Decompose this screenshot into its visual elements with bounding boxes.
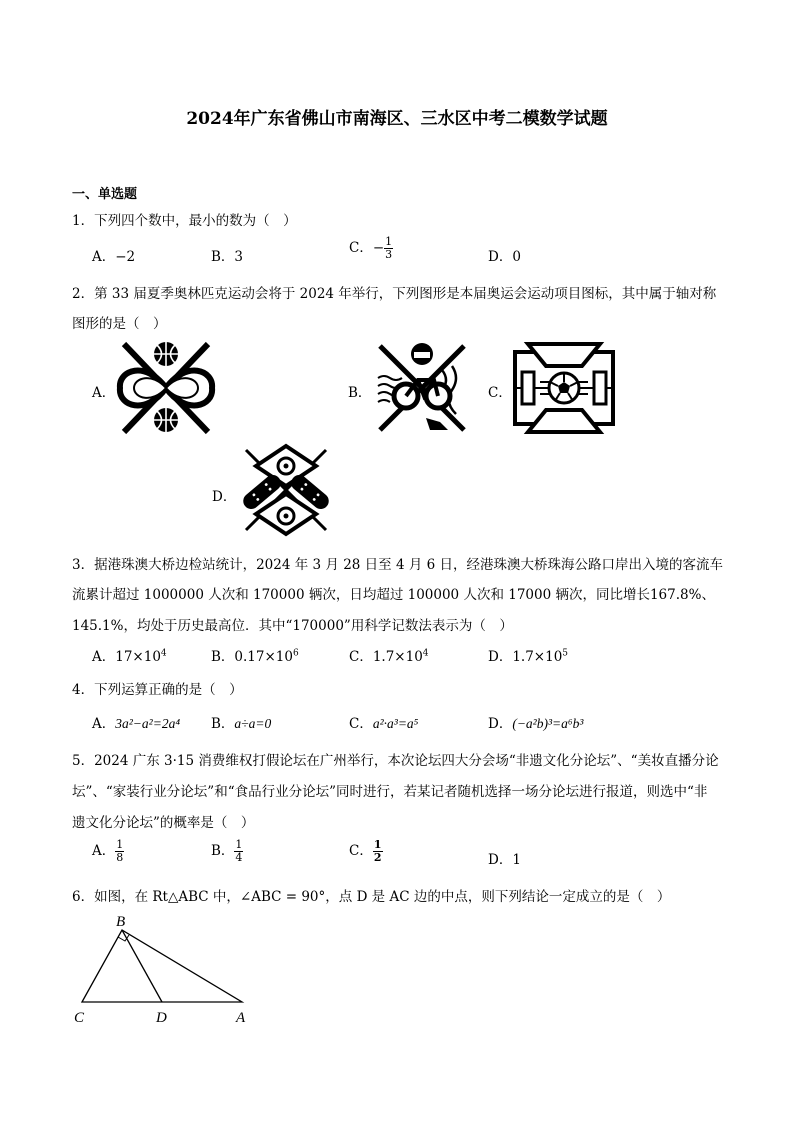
option-label: B． (211, 716, 235, 732)
fraction-denominator: 4 (235, 851, 243, 864)
fraction-numerator: 1 (385, 235, 393, 248)
option-label: A． (92, 843, 116, 859)
question-5-line-1: 5．2024 广东 3·15 消费维权打假论坛在广州举行，本次论坛四大分会场“非遗文化分论坛”、“美妆直播分论 (72, 753, 719, 769)
q3-option-b[interactable] (211, 645, 299, 665)
q4-option-d[interactable] (488, 712, 583, 732)
question-3-line-1: 3．据港珠澳大桥边检站统计，2024 年 3 月 28 日至 4 月 6 日，经港珠澳大桥珠海公路口岸出入境的客流车 (72, 557, 724, 573)
triangle-diagram (72, 910, 262, 1030)
fraction (234, 839, 243, 864)
q2-option-d-label[interactable]: D． (212, 489, 237, 505)
option-expression: a²·a³=a⁵ (372, 716, 419, 731)
q2-option-b-label[interactable]: B． (348, 385, 372, 401)
question-5-line-2: 坛”、“家装行业分论坛”和“食品行业分论坛”同时进行，若某记者随机选择一场分论坛进行报道，则选中“非 (72, 784, 708, 800)
skateboarding-icon[interactable] (236, 440, 336, 540)
basketball-3x3-icon[interactable] (116, 340, 216, 436)
q5-option-d[interactable]: D．1 (488, 852, 521, 868)
exponent: 5 (562, 648, 569, 659)
fraction (115, 839, 124, 864)
q1-option-b[interactable]: B．3 (211, 249, 244, 265)
point-label-d: D (156, 1010, 167, 1026)
q3-option-c-base: C．1.7×10 (349, 649, 423, 665)
exponent: 4 (160, 648, 167, 659)
q3-option-a[interactable] (92, 645, 167, 665)
question-2-line-2: 图形的是（ ） (72, 316, 167, 332)
question-2-line-1: 2．第 33 届夏季奥林匹克运动会将于 2024 年举行，下列图形是本届奥运会运动项目图标，其中属于轴对称 (72, 286, 717, 302)
vertex-label-b: B (116, 914, 126, 930)
option-label: D． (488, 716, 513, 732)
q1-option-d[interactable]: D．0 (488, 249, 521, 265)
fraction (373, 839, 383, 864)
q1-option-c-prefix: C．− (349, 240, 385, 256)
question-6-stem: 6．如图，在 Rt△ABC 中，∠ABC = 90°，点 D 是 AC 边的中点，则下列结论一定成立的是（ ） (72, 889, 671, 905)
q4-option-b[interactable] (211, 712, 271, 732)
fraction-numerator: 1 (235, 838, 243, 851)
football-icon[interactable] (512, 342, 616, 434)
q5-option-a[interactable] (92, 839, 124, 864)
vertex-label-c: C (74, 1010, 85, 1026)
fraction-denominator: 3 (385, 248, 393, 261)
fraction-numerator: 1 (116, 838, 124, 851)
fraction-denominator: 8 (116, 851, 124, 864)
option-expression: 3a²−a²=2a⁴ (115, 716, 181, 731)
option-expression: a÷a=0 (234, 716, 272, 731)
question-3-line-2: 流累计超过 1000000 人次和 170000 辆次，日均超过 100000 人次和 17000 辆次，同比增长167.8%、 (72, 587, 715, 603)
exponent: 4 (422, 648, 429, 659)
question-4-stem: 4．下列运算正确的是（ ） (72, 682, 243, 698)
q4-option-a[interactable] (92, 712, 180, 732)
q4-option-c[interactable] (349, 712, 418, 732)
page-title: 2024年广东省佛山市南海区、三水区中考二模数学试题 (186, 109, 608, 129)
q3-option-c[interactable] (349, 645, 429, 665)
q3-option-b-base: B．0.17×10 (211, 649, 293, 665)
exponent: 6 (292, 648, 299, 659)
option-label: C． (349, 843, 373, 859)
q2-option-c-label[interactable]: C． (488, 385, 512, 401)
fraction-denominator: 2 (373, 851, 382, 864)
q3-option-d[interactable] (488, 645, 568, 665)
question-5-line-3: 遗文化分论坛”的概率是（ ） (72, 815, 255, 831)
q1-option-a[interactable]: A．−2 (92, 249, 136, 265)
option-label: B． (211, 843, 235, 859)
question-1-stem: 1．下列四个数中，最小的数为（ ） (72, 213, 297, 229)
q1-option-c[interactable] (349, 236, 393, 261)
q5-option-b[interactable] (211, 839, 243, 864)
q2-option-a-label[interactable]: A． (92, 385, 116, 401)
q3-option-a-base: A．17×10 (92, 649, 161, 665)
vertex-label-a: A (236, 1010, 246, 1026)
cycling-icon[interactable] (374, 340, 470, 436)
question-3-line-3: 145.1%，均处于历史最高位．其中“170000”用科学记数法表示为（ ） (72, 618, 513, 634)
fraction-numerator: 1 (373, 838, 382, 851)
q3-option-d-base: D．1.7×10 (488, 649, 563, 665)
q5-option-c[interactable] (349, 839, 383, 864)
section-heading: 一、单选题 (72, 187, 138, 202)
fraction (384, 236, 393, 261)
option-expression: (−a²b)³=a⁶b³ (512, 716, 584, 731)
option-label: C． (349, 716, 373, 732)
option-label: A． (92, 716, 116, 732)
